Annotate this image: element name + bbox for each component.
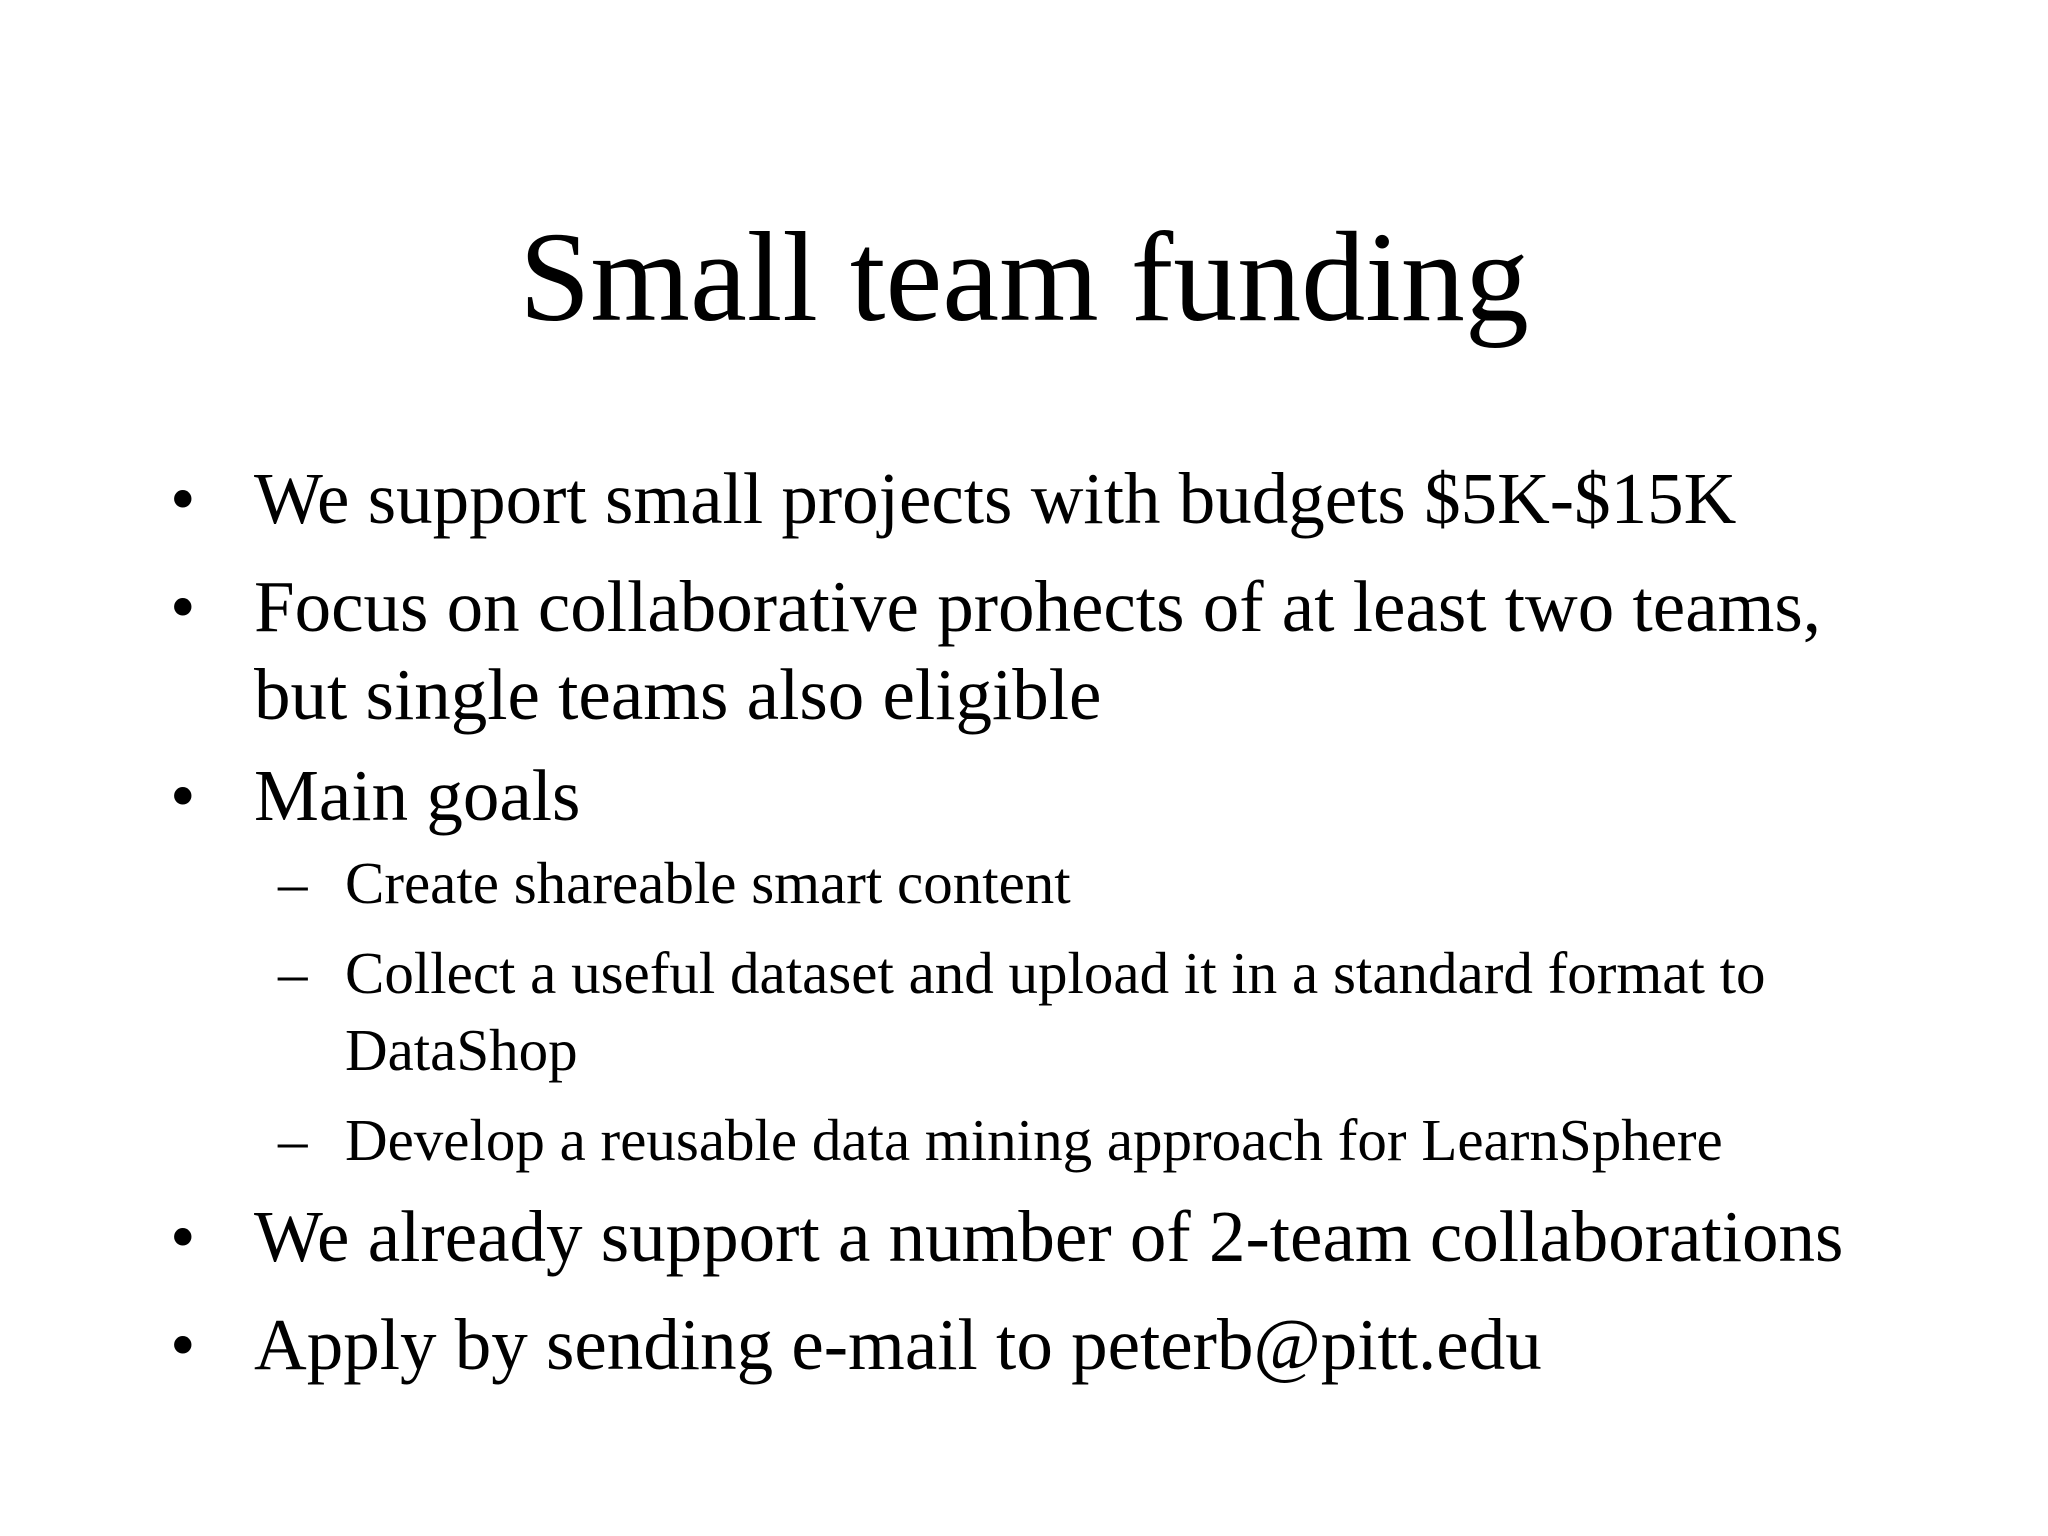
bullet-item xyxy=(0,1193,1894,1281)
bullet-marker: • xyxy=(170,566,196,647)
sub-bullet-marker: – xyxy=(278,850,308,916)
slide-title: Small team funding xyxy=(519,206,1529,348)
sub-bullet-marker: – xyxy=(278,940,308,1006)
sub-bullet-item xyxy=(0,845,1905,922)
sub-bullet-text: Collect a useful dataset and upload it in a standard format to DataShop xyxy=(345,940,1766,1083)
bullet-item xyxy=(0,1301,1894,1389)
sub-bullet-text: Develop a reusable data mining approach for LearnSphere xyxy=(345,1107,1723,1173)
sub-bullet-text: Create shareable smart content xyxy=(345,850,1071,916)
bullet-text: We already support a number of 2-team collaborations xyxy=(254,1196,1844,1277)
bullet-marker: • xyxy=(170,458,196,539)
bullet-item xyxy=(0,563,1894,739)
bullet-text: Focus on collaborative prohects of at least two teams, but single teams also eligible xyxy=(254,566,1822,735)
sub-bullet-marker: – xyxy=(278,1107,308,1173)
bullet-marker: • xyxy=(170,1304,196,1385)
bullet-item xyxy=(0,455,1894,543)
bullet-text: We support small projects with budgets $5K-$15K xyxy=(254,458,1737,539)
bullet-marker: • xyxy=(170,1196,196,1277)
bullet-list xyxy=(0,455,2048,1389)
bullet-text: Apply by sending e-mail to peterb@pitt.edu xyxy=(254,1304,1542,1385)
sub-bullet-item xyxy=(0,935,1905,1089)
bullet-marker: • xyxy=(170,755,196,836)
bullet-text: Main goals xyxy=(254,755,581,836)
bullet-item xyxy=(0,752,1894,840)
sub-bullet-item xyxy=(0,1102,1905,1179)
